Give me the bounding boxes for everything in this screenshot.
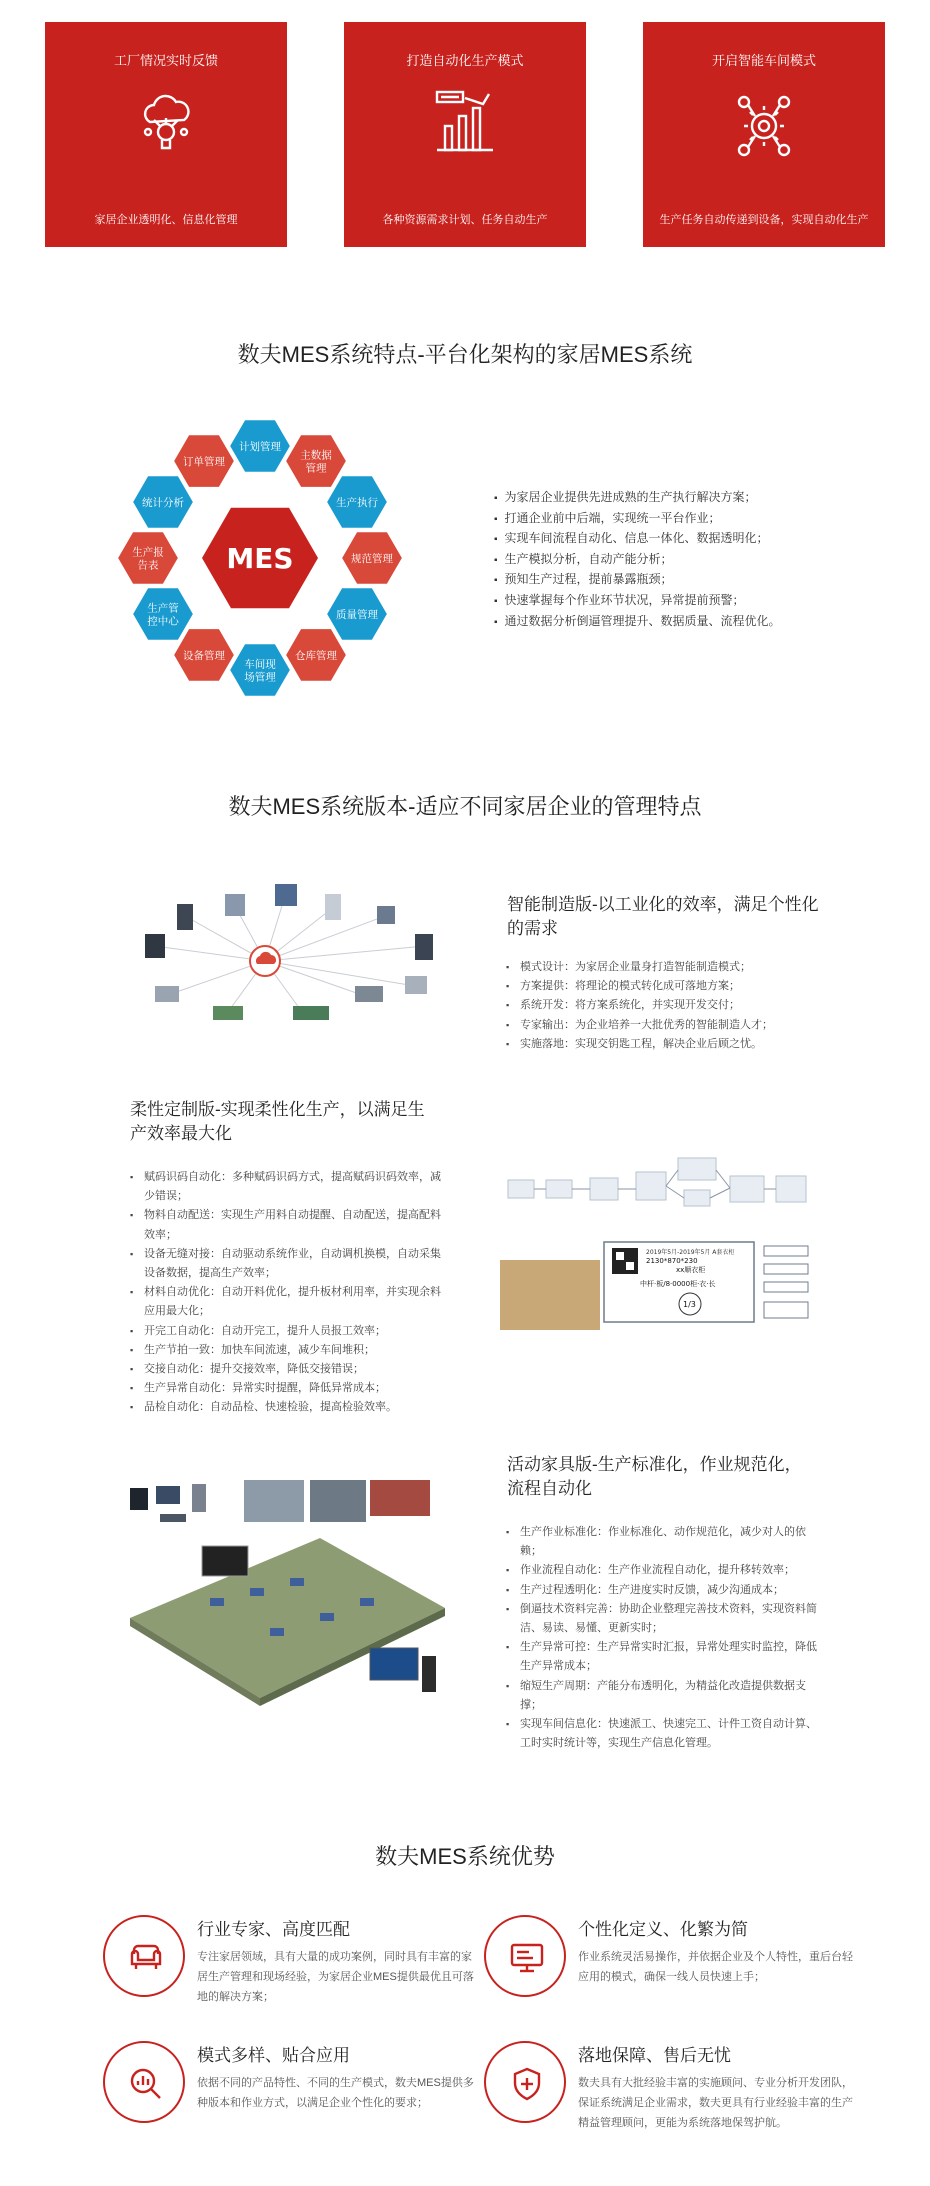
list-item: ▪ 品检自动化：自动品检、快速检验，提高检验效率。 (130, 1398, 445, 1417)
version-title: 智能制造版-以工业化的效率，满足个性化的需求 (507, 895, 819, 938)
card-desc: 各种资源需求计划、任务自动生产 (382, 214, 548, 226)
mes-node-label: 规范管理 (351, 553, 393, 565)
advantage-desc: 依据不同的产品特性、不同的生产模式，数夫MES提供多种版本和作业方式，以满足企业个性化的要求； (197, 2077, 474, 2109)
smart-manufacturing-diagram (125, 876, 445, 1036)
top-cards (45, 22, 885, 247)
list-item: ▪ 系统开发：将方案系统化，并实现开发交付； (506, 996, 836, 1015)
mes-node (117, 531, 179, 585)
list-item: ▪ 交接自动化：提升交接效率，降低交接错误； (130, 1360, 445, 1379)
card-automation (344, 22, 586, 247)
shield-plus-icon (507, 2064, 547, 2104)
advantage-title: 个性化定义、化繁为简 (578, 1920, 748, 1939)
card-title: 开启智能车间模式 (711, 53, 816, 68)
label-line2: 2130*870*230 (646, 1257, 698, 1265)
mes-node (229, 643, 291, 697)
advantage-desc: 专注家居领域，具有大量的成功案例，同时具有丰富的家居生产管理和现场经验，为家居企业MES提供最优且可落地的解决方案； (197, 1951, 474, 2003)
features-title: 数夫MES系统特点-平台化架构的家居MES系统 (237, 342, 693, 367)
mes-node (229, 419, 291, 473)
version-list (506, 958, 836, 1054)
version-title: 活动家具版-生产标准化，作业规范化，流程自动化 (507, 1455, 802, 1498)
list-item: ▪ 快速掌握每个作业环节状况，异常提前预警； (494, 591, 781, 612)
list-item: ▪ 材料自动优化：自动开料优化，提升板材利用率，并实现余料应用最大化； (130, 1283, 445, 1321)
mes-diagram (100, 408, 420, 708)
label-line3: xx顺衣柜 (676, 1266, 706, 1274)
advantage-item (484, 1915, 864, 2025)
magnifier-chart-icon (126, 2064, 166, 2104)
advantage-icon-circle (484, 2041, 566, 2123)
version-list (506, 1523, 821, 1753)
monitor-icon (507, 1938, 547, 1978)
mes-node-label: 设备管理 (183, 649, 225, 662)
mes-node-label: 告表 (137, 559, 159, 572)
list-item: ▪ 生产节拍一致：加快车间流速，减少车间堆积； (130, 1341, 445, 1360)
card-smart-workshop (643, 22, 885, 247)
mes-node-label: 管理 (305, 462, 327, 475)
list-item: ▪ 生产过程透明化：生产进度实时反馈，减少沟通成本； (506, 1581, 821, 1600)
list-item: ▪ 实现车间流程自动化、信息一体化、数据透明化； (494, 529, 781, 550)
mes-node-label: 订单管理 (183, 456, 225, 469)
mes-node (341, 531, 403, 585)
bar-chart-growth-icon (435, 88, 495, 176)
card-title: 工厂情况实时反馈 (113, 53, 218, 68)
mes-node-label: 生产执行 (335, 497, 378, 509)
list-item: ▪ 为家居企业提供先进成熟的生产执行解决方案； (494, 488, 781, 509)
list-item: ▪ 生产异常自动化：异常实时提醒，降低异常成本； (130, 1379, 445, 1398)
furniture-workshop-diagram (120, 1478, 450, 1708)
advantage-icon-circle (484, 1915, 566, 1997)
mes-node-label: 主数据 (300, 449, 332, 462)
list-item: ▪ 预知生产过程，提前暴露瓶颈； (494, 570, 781, 591)
mes-node-label: 质量管理 (335, 609, 378, 621)
version-list (130, 1168, 445, 1418)
list-item: ▪ 赋码识码自动化：多种赋码识码方式，提高赋码识码效率，减少错误； (130, 1168, 445, 1206)
advantage-title: 行业专家、高度匹配 (197, 1920, 350, 1939)
card-desc: 生产任务自动传递到设备，实现自动化生产 (659, 214, 869, 226)
advantage-desc: 作业系统灵活易操作，并依据企业及个人特性，重后台轻应用的模式，确保一线人员快速上手； (578, 1951, 853, 1983)
list-item: ▪ 生产作业标准化：作业标准化、动作规范化，减少对人的依赖； (506, 1523, 821, 1561)
version-title: 柔性定制版-实现柔性化生产，以满足生产效率最大化 (130, 1100, 425, 1143)
label-line1: 2019年5月-2019年5月 A套衣柜 (646, 1249, 735, 1256)
list-item: ▪ 方案提供：将理论的模式转化成可落地方案； (506, 977, 836, 996)
sofa-icon (126, 1938, 166, 1978)
card-factory-feedback (45, 22, 287, 247)
list-item: ▪ 实施落地：实现交钥匙工程，解决企业后顾之忧。 (506, 1035, 836, 1054)
list-item: ▪ 通过数据分析倒逼管理提升、数据质量、流程优化。 (494, 612, 781, 633)
cloud-bulb-icon (136, 88, 196, 176)
list-item: ▪ 开完工自动化：自动开完工，提升人员报工效率； (130, 1322, 445, 1341)
list-item: ▪ 实现车间信息化：快速派工、快速完工、计件工资自动计算、工时实时统计等，实现生产信息化管理。 (506, 1715, 821, 1753)
card-desc: 家居企业透明化、信息化管理 (94, 214, 238, 226)
advantages-title: 数夫MES系统优势 (375, 1844, 555, 1869)
flexible-production-diagram (500, 1150, 820, 1350)
advantage-item (103, 2041, 483, 2151)
advantage-title: 落地保障、售后无忧 (578, 2046, 731, 2065)
label-step: 1/3 (683, 1300, 696, 1309)
list-item: ▪ 模式设计：为家居企业量身打造智能制造模式； (506, 958, 836, 977)
advantage-item (484, 2041, 864, 2151)
mes-node-label: 计划管理 (239, 441, 281, 453)
mes-node-label: 场管理 (244, 671, 276, 684)
mes-node-label: 生产管 (147, 602, 179, 615)
list-item: ▪ 物料自动配送：实现生产用料自动提醒、自动配送，提高配料效率； (130, 1206, 445, 1244)
gear-network-icon (734, 88, 794, 176)
list-item: ▪ 设备无缝对接：自动驱动系统作业，自动调机换模，自动采集设备数据，提高生产效率； (130, 1245, 445, 1283)
advantage-desc: 数夫具有大批经验丰富的实施顾问、专业分析开发团队，保证系统满足企业需求，数夫更具有行业经验丰富的生产精益管理顾问，更能为系统落地保驾护航。 (578, 2077, 853, 2129)
mes-node-label: 车间现 (244, 658, 276, 671)
advantage-item (103, 1915, 483, 2025)
feature-list (494, 488, 781, 632)
list-item: ▪ 打通企业前中后端，实现统一平台作业； (494, 509, 781, 530)
list-item: ▪ 专家输出：为企业培养一大批优秀的智能制造人才； (506, 1016, 836, 1035)
label-line4: 中杆·板/8·0000柜·衣·长 (640, 1280, 716, 1288)
list-item: ▪ 生产模拟分析，自动产能分析； (494, 550, 781, 571)
card-title: 打造自动化生产模式 (406, 53, 524, 68)
mes-node-label: 控中心 (147, 615, 179, 628)
list-item: ▪ 作业流程自动化：生产作业流程自动化，提升移转效率； (506, 1561, 821, 1580)
mes-node-label: 生产报 (132, 546, 164, 559)
mes-node-label: 统计分析 (142, 497, 185, 509)
list-item: ▪ 缩短生产周期：产能分布透明化，为精益化改造提供数据支撑； (506, 1677, 821, 1715)
mes-node-label: 仓库管理 (295, 649, 337, 662)
advantage-icon-circle (103, 1915, 185, 1997)
versions-title: 数夫MES系统版本-适应不同家居企业的管理特点 (228, 794, 702, 819)
mes-center-label: MES (226, 542, 294, 575)
advantage-icon-circle (103, 2041, 185, 2123)
list-item: ▪ 生产异常可控：生产异常实时汇报，异常处理实时监控，降低生产异常成本； (506, 1638, 821, 1676)
list-item: ▪ 倒逼技术资料完善：协助企业整理完善技术资料，实现资料简洁、易读、易懂、更新实时； (506, 1600, 821, 1638)
advantage-title: 模式多样、贴合应用 (197, 2046, 350, 2065)
